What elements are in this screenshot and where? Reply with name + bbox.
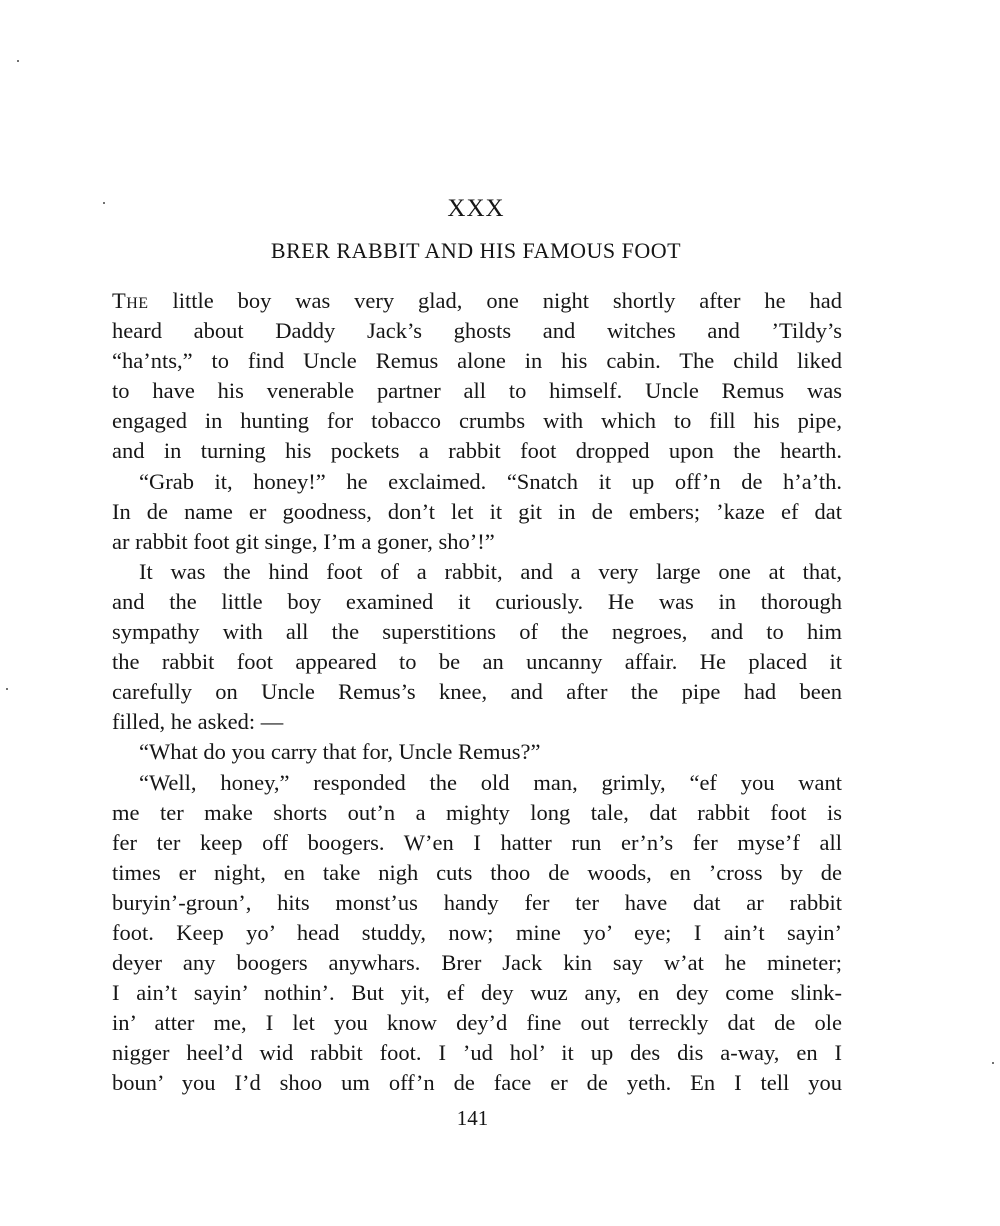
scan-speck bbox=[17, 60, 19, 62]
text-line: “Well, honey,” responded the old man, grimly, “ef you want bbox=[139, 769, 842, 795]
text-line: I ain’t sayin’ nothin’. But yit, ef dey wuz any, en dey come slink- bbox=[112, 980, 842, 1006]
text-line: the rabbit foot appeared to be an uncanny affair. He placed it bbox=[112, 649, 842, 675]
text-line: foot. Keep yo’ head studdy, now; mine yo’ eye; I ain’t sayin’ bbox=[112, 919, 842, 945]
text-line: deyer any boogers anywhars. Brer Jack kin say w’at he mineter; bbox=[112, 950, 842, 976]
chapter-title: BRER RABBIT AND HIS FAMOUS FOOT bbox=[270, 238, 682, 263]
text-line: It was the hind foot of a rabbit, and a very large one at that, bbox=[139, 558, 842, 584]
chapter-body bbox=[112, 286, 842, 1099]
text-line: In de name er goodness, don’t let it git in de embers; ’kaze ef dat bbox=[112, 498, 842, 524]
text-line: heard about Daddy Jack’s ghosts and witches and ’Tildy’s bbox=[112, 318, 842, 344]
text-line: carefully on Uncle Remus’s knee, and after the pipe had been bbox=[112, 679, 842, 705]
text-line: me ter make shorts out’n a mighty long tale, dat rabbit foot is bbox=[112, 799, 842, 825]
text-line: and in turning his pockets a rabbit foot dropped upon the hearth. bbox=[112, 438, 842, 464]
text-line: and the little boy examined it curiously. He was in thorough bbox=[112, 588, 842, 614]
chapter-number: XXX bbox=[447, 195, 505, 222]
scan-speck bbox=[992, 1062, 994, 1064]
page-number: 141 bbox=[456, 1106, 489, 1130]
text-line: in’ atter me, I let you know dey’d fine out terreckly dat de ole bbox=[112, 1010, 842, 1036]
text-line: “Grab it, honey!” he exclaimed. “Snatch it up off’n de h’a’th. bbox=[139, 468, 842, 494]
text-line: nigger heel’d wid rabbit foot. I ’ud hol’ it up des dis a-way, en I bbox=[112, 1040, 842, 1066]
scan-speck bbox=[6, 688, 8, 690]
text-line: fer ter keep off boogers. W’en I hatter run er’n’s fer myse’f all bbox=[112, 829, 842, 855]
paragraph-lead-word: The bbox=[112, 288, 149, 313]
text-line: engaged in hunting for tobacco crumbs with which to fill his pipe, bbox=[112, 408, 842, 434]
text-line: The little boy was very glad, one night shortly after he had bbox=[112, 288, 842, 313]
text-line: ar rabbit foot git singe, I’m a goner, sho’!” bbox=[112, 528, 495, 554]
text-line: filled, he asked: — bbox=[112, 709, 284, 735]
text-line: boun’ you I’d shoo um off’n de face er de yeth. En I tell you bbox=[112, 1070, 842, 1096]
text-line: buryin’-groun’, hits monst’us handy fer ter have dat ar rabbit bbox=[112, 889, 842, 915]
text-line: times er night, en take nigh cuts thoo de woods, en ’cross by de bbox=[112, 859, 842, 885]
text-line: “What do you carry that for, Uncle Remus?” bbox=[139, 739, 541, 765]
text-line: “ha’nts,” to find Uncle Remus alone in his cabin. The child liked bbox=[112, 348, 842, 374]
text-line: sympathy with all the superstitions of the negroes, and to him bbox=[112, 619, 842, 645]
text-line: to have his venerable partner all to himself. Uncle Remus was bbox=[112, 378, 842, 404]
